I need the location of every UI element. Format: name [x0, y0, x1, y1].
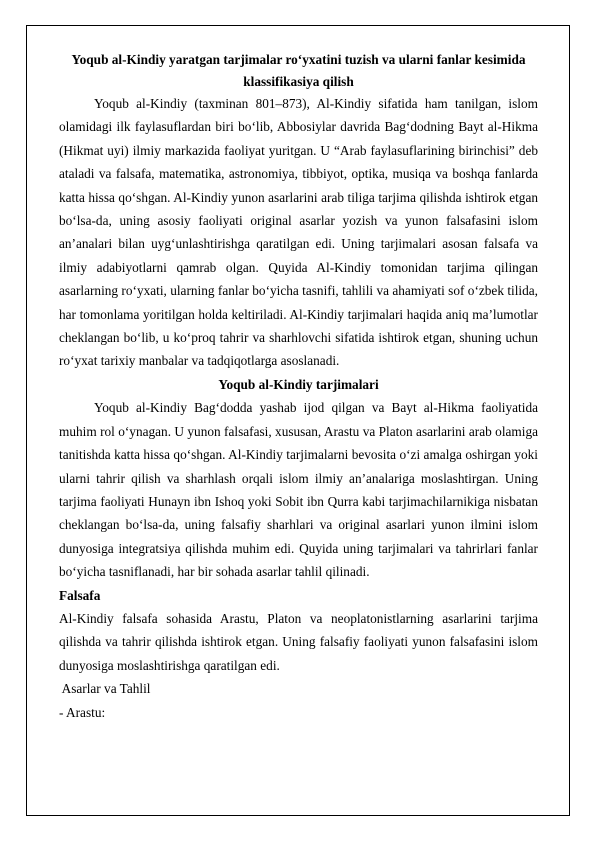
section-heading: Yoqub al-Kindiy tarjimalari — [218, 376, 379, 392]
aristotle-label: - Arastu: — [59, 704, 106, 720]
intro-paragraph: Yoqub al-Kindiy (taxminan 801–873), Al-Kindiy sifatida ham tanilgan, islom olamidagi ilk faylasuflardan biri bo‘lib, Abbosiylar davrida Bag‘dodning Bayt al-Hikma (Hikmat uyi) ilmiy markazida faoliyat yuritgan. U “Arab faylasuflarining birinchisi” deb ataladi va falsafa, matematika, astronomiya, tibbiyot, optika, musiqa va boshqa fanlarda katta hissa qo‘shgan. Al-Kindiy yunon asarlarini arab tiliga tarjima qilishda ishtirok etgan bo‘lsa-da, uning asosiy faoliyati original asarlar yozish va yunon falsafasini islom an’analari bilan uyg‘unlashtirishga qaratilgan edi. Uning tarjimalari asosan falsafa va ilmiy adabiyotlarni qamrab olgan. Quyida Al-Kindiy tomonidan tarjima qilingan asarlarning ro‘yxati, ularning fanlar bo‘yicha tasnifi, tahlili va ahamiyati sof o‘zbek tilida, har tomonlama yoritilgan holda keltiriladi. Al-Kindiy tarjimalari haqida aniq ma’lumotlar cheklangan bo‘lib, u ko‘proq tahrir va sharhlovchi sifatida ishtirok etgan, shuning uchun ro‘yxat tarixiy manbalar va tadqiqotlarga asoslanadi. — [59, 96, 538, 369]
document-body — [59, 49, 538, 724]
philosophy-heading: Falsafa — [59, 587, 101, 603]
philosophy-paragraph: Al-Kindiy falsafa sohasida Arastu, Platon va neoplatonistlarning asarlarini tarjima qilishda va tahrir qilishda ishtirok etgan. Uning falsafiy faoliyati yunon falsafasini islom dunyosiga moslashtirishga qaratilgan edi. — [59, 610, 538, 673]
section-paragraph: Yoqub al-Kindiy Bag‘dodda yashab ijod qilgan va Bayt al-Hikma faoliyatida muhim rol o‘ynagan. U yunon falsafasi, xususan, Arastu va Platon asarlarini arab olamiga tanitishda katta hissa qo‘shgan. Al-Kindiy tarjimalarni bevosita o‘zi amalga oshirgan yoki ularni tahrir qilish va sharhlash orqali islom ilmiy an’analariga moslashtirgan. Uning tarjima faoliyati Hunayn ibn Ishoq yoki Sobit ibn Qurra kabi tarjimachilarnikiga nisbatan cheklangan bo‘lsa-da, uning falsafiy sharhlari va original asarlari yunon ilmini islom dunyosiga integratsiya qilishda muhim edi. Quyida uning tarjimalari va tahrirlari fanlar bo‘yicha tasniflanadi, har bir sohada asarlar tahlil qilinadi. — [59, 400, 538, 580]
document-title: Yoqub al-Kindiy yaratgan tarjimalar ro‘yxatini tuzish va ularni fanlar kesimida klassifikasiya qilish — [71, 52, 526, 89]
works-label: Asarlar va Tahlil — [59, 681, 151, 697]
